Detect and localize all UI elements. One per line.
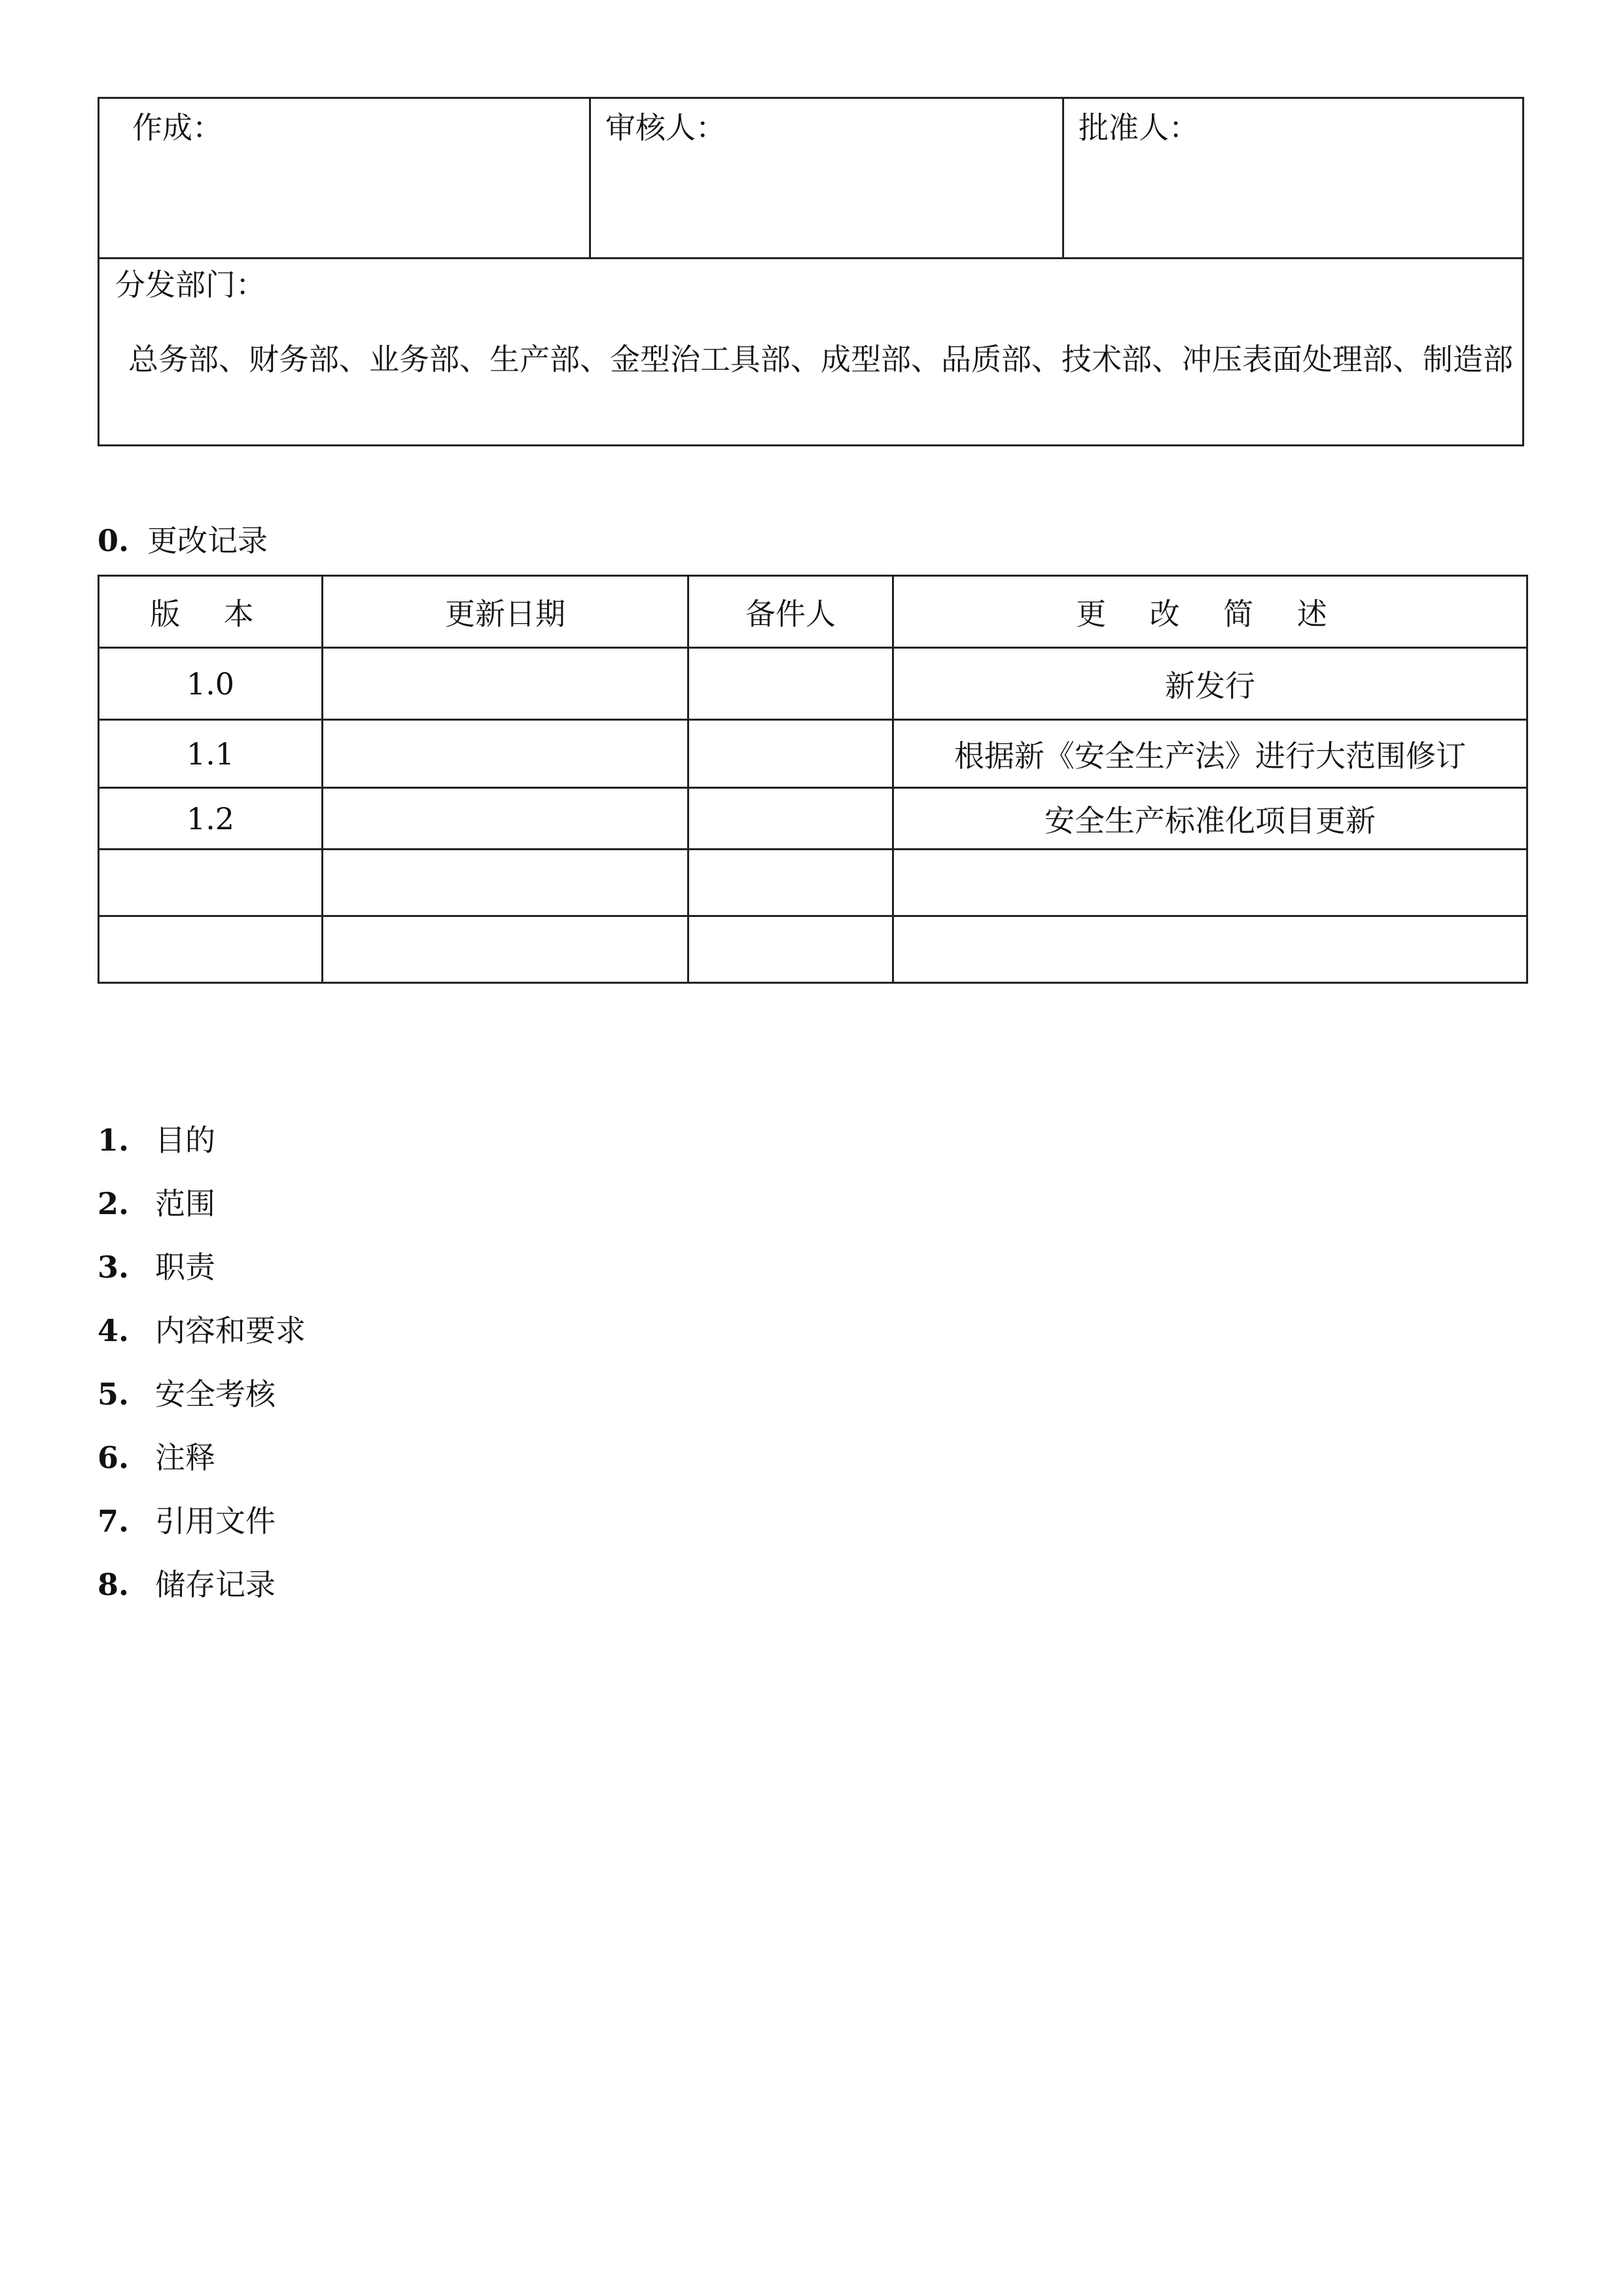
person-cell: [688, 916, 893, 983]
date-cell: [323, 850, 688, 916]
revision-table: [98, 575, 1528, 984]
toc-title: 内容和要求: [155, 1313, 306, 1348]
toc-item: [98, 1501, 306, 1565]
toc-title: 储存记录: [155, 1567, 276, 1602]
reviewer-label: 审核人：: [605, 110, 726, 145]
toc-title: 目的: [155, 1122, 215, 1158]
summary-cell: 安全生产标准化项目更新: [893, 788, 1527, 850]
table-row: [99, 720, 1527, 788]
approver-label: 批准人：: [1079, 110, 1199, 145]
distribution-label: 分发部门：: [115, 267, 266, 302]
table-of-contents: [98, 1121, 306, 1628]
toc-number: 7.: [98, 1503, 130, 1539]
toc-number: 3.: [98, 1249, 130, 1285]
toc-item: [98, 1184, 306, 1247]
header-person: 备件人: [688, 576, 893, 648]
version-cell: 1.2: [99, 788, 323, 850]
toc-number: 5.: [98, 1376, 130, 1412]
version-cell: 1.1: [99, 720, 323, 788]
toc-number: 1.: [98, 1122, 130, 1158]
person-cell: [688, 850, 893, 916]
toc-title: 注释: [155, 1440, 215, 1475]
person-cell: [688, 788, 893, 850]
version-cell: [99, 850, 323, 916]
table-header-row: [99, 576, 1527, 648]
toc-title: 职责: [155, 1249, 215, 1285]
date-cell: [323, 648, 688, 720]
table-row: [99, 850, 1527, 916]
person-cell: [688, 648, 893, 720]
approver-cell: [1064, 99, 1522, 257]
revision-heading: [98, 521, 268, 560]
toc-item: [98, 1311, 306, 1374]
toc-item: [98, 1247, 306, 1311]
toc-item: [98, 1121, 306, 1184]
signature-row: [99, 99, 1522, 259]
table-row: [99, 648, 1527, 720]
table-row: [99, 916, 1527, 983]
summary-cell: 新发行: [893, 648, 1527, 720]
summary-cell: [893, 850, 1527, 916]
approval-box: [98, 97, 1524, 446]
toc-item: [98, 1438, 306, 1501]
toc-number: 2.: [98, 1186, 130, 1221]
version-cell: 1.0: [99, 648, 323, 720]
distribution-section: [99, 257, 1522, 444]
toc-title: 引用文件: [155, 1503, 276, 1539]
date-cell: [323, 916, 688, 983]
toc-item: [98, 1374, 306, 1438]
toc-item: [98, 1565, 306, 1628]
header-update-date: 更新日期: [323, 576, 688, 648]
person-cell: [688, 720, 893, 788]
toc-number: 4.: [98, 1313, 130, 1348]
toc-number: 6.: [98, 1440, 130, 1475]
date-cell: [323, 720, 688, 788]
toc-title: 范围: [155, 1186, 215, 1221]
summary-cell: 根据新《安全生产法》进行大范围修订: [893, 720, 1527, 788]
revision-heading-title: 更改记录: [147, 523, 268, 558]
author-cell: [99, 99, 591, 257]
distribution-list: 总务部、财务部、业务部、生产部、金型治工具部、成型部、品质部、技术部、冲压表面处理部、制造部: [128, 342, 1513, 377]
header-summary: 更 改 简 述: [893, 576, 1527, 648]
author-label: 作成：: [132, 110, 223, 145]
version-cell: [99, 916, 323, 983]
date-cell: [323, 788, 688, 850]
reviewer-cell: [591, 99, 1064, 257]
toc-title: 安全考核: [155, 1376, 276, 1412]
header-version: 版 本: [99, 576, 323, 648]
revision-heading-number: 0.: [98, 523, 130, 558]
toc-number: 8.: [98, 1567, 130, 1602]
table-row: [99, 788, 1527, 850]
summary-cell: [893, 916, 1527, 983]
